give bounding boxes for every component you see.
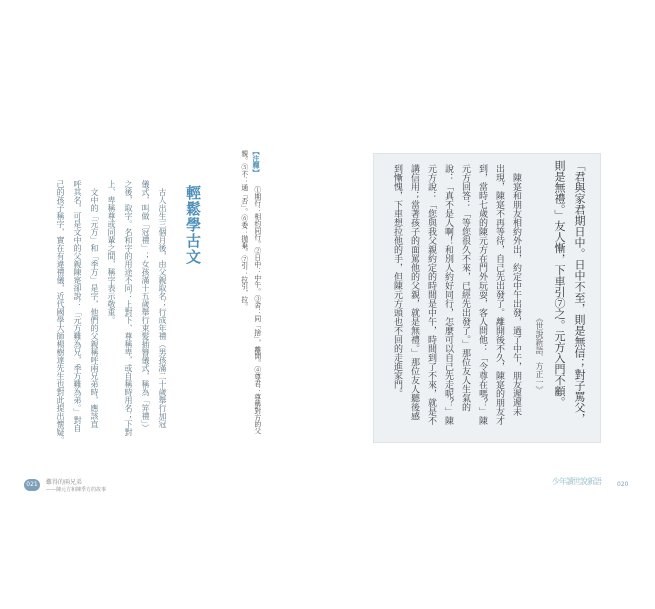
translation-line: 元方說：「您與我父親約定的時間是中午，時間到了不來，就是不 (426, 164, 436, 425)
translation-line: 講信用；當著孩子的面罵他的父親，就是無禮。」那位友人聽後感 (409, 164, 419, 421)
chapter-subtitle: ——陳元方和陳季方的故事 (46, 487, 107, 493)
translation-line: 元方回答：「等您很久不來，已經先出發了。」那位友人生氣的 (460, 164, 470, 412)
translation-line: 陳寔和朋友相約外出，約定中午出發，過了中午，朋友遲遲未 (511, 164, 521, 416)
body-line: 之後，取字。名和字的用途不同：上對下、尊稱卑，或自稱時用名；下對 (124, 180, 133, 436)
classical-line: 則是無禮。」友人慚，下車引⑦之。元方入門不顧。 (553, 160, 566, 408)
body-line: 己的孩子稱字，實在有違禮儀，近代國學大師楊樹達先生也對此提出懷疑。 (56, 180, 65, 444)
page-number-left: 021 (24, 479, 40, 491)
translation-line: 到慚愧，下車想拉他的手，但陳元方頭也不回的走進家門。 (392, 164, 402, 398)
body-line: 古人出生三個月後，由父親取名；行成年禮（男孩滿二十歲舉行加冠 (158, 180, 167, 428)
page-number-right: 020 (617, 481, 629, 488)
note-line: 親。⑤不：通「否」。⑥委：拋棄。⑦引：拉引，拉。 (239, 150, 248, 310)
body-line: 上、卑稱尊或同輩之間，稱字表示敬重。 (107, 180, 116, 324)
chapter-title: 難得的兩兄弟 (46, 479, 83, 486)
source-citation: 《世說新語．方正一》 (535, 314, 544, 394)
section-title: 輕鬆學古文 (184, 185, 202, 265)
body-line: 文中的「元方」和「季方」是字，他們的父親稱呼兩兄弟時，應該直 (90, 180, 99, 428)
series-logo: 少年讀世說新語 (552, 477, 601, 486)
classical-line: 「君與家君期日中。日中不至，則是無信；對子罵父， (573, 160, 586, 424)
body-line: 呼其名，可是文中的父親陳寔卻說：「元方難為兄，季方難為弟。」對自 (73, 180, 82, 432)
translation-line: 說：「真不是人啊！和別人約好同行，怎麼可以自己先走呢？」陳 (443, 164, 453, 425)
story-box (373, 153, 601, 443)
notes-heading: 【注釋】 (252, 148, 261, 176)
translation-line: 到，當時七歲的陳元方在門外玩耍，客人問他：「令尊在嗎？」陳 (477, 164, 487, 425)
body-line: 儀式，叫做「冠禮」；女孩滿十五歲舉行束髮插簪儀式，稱為「笄禮」） (141, 180, 150, 432)
note-line: ①期行：相約同行。②日中：中午。③舍：同「捨」，離開。④尊君：尊稱對方的父 (252, 186, 261, 435)
translation-line: 出現，陳寔不再等待，自己先出發了。離開後不久，陳寔的朋友才 (494, 164, 504, 425)
